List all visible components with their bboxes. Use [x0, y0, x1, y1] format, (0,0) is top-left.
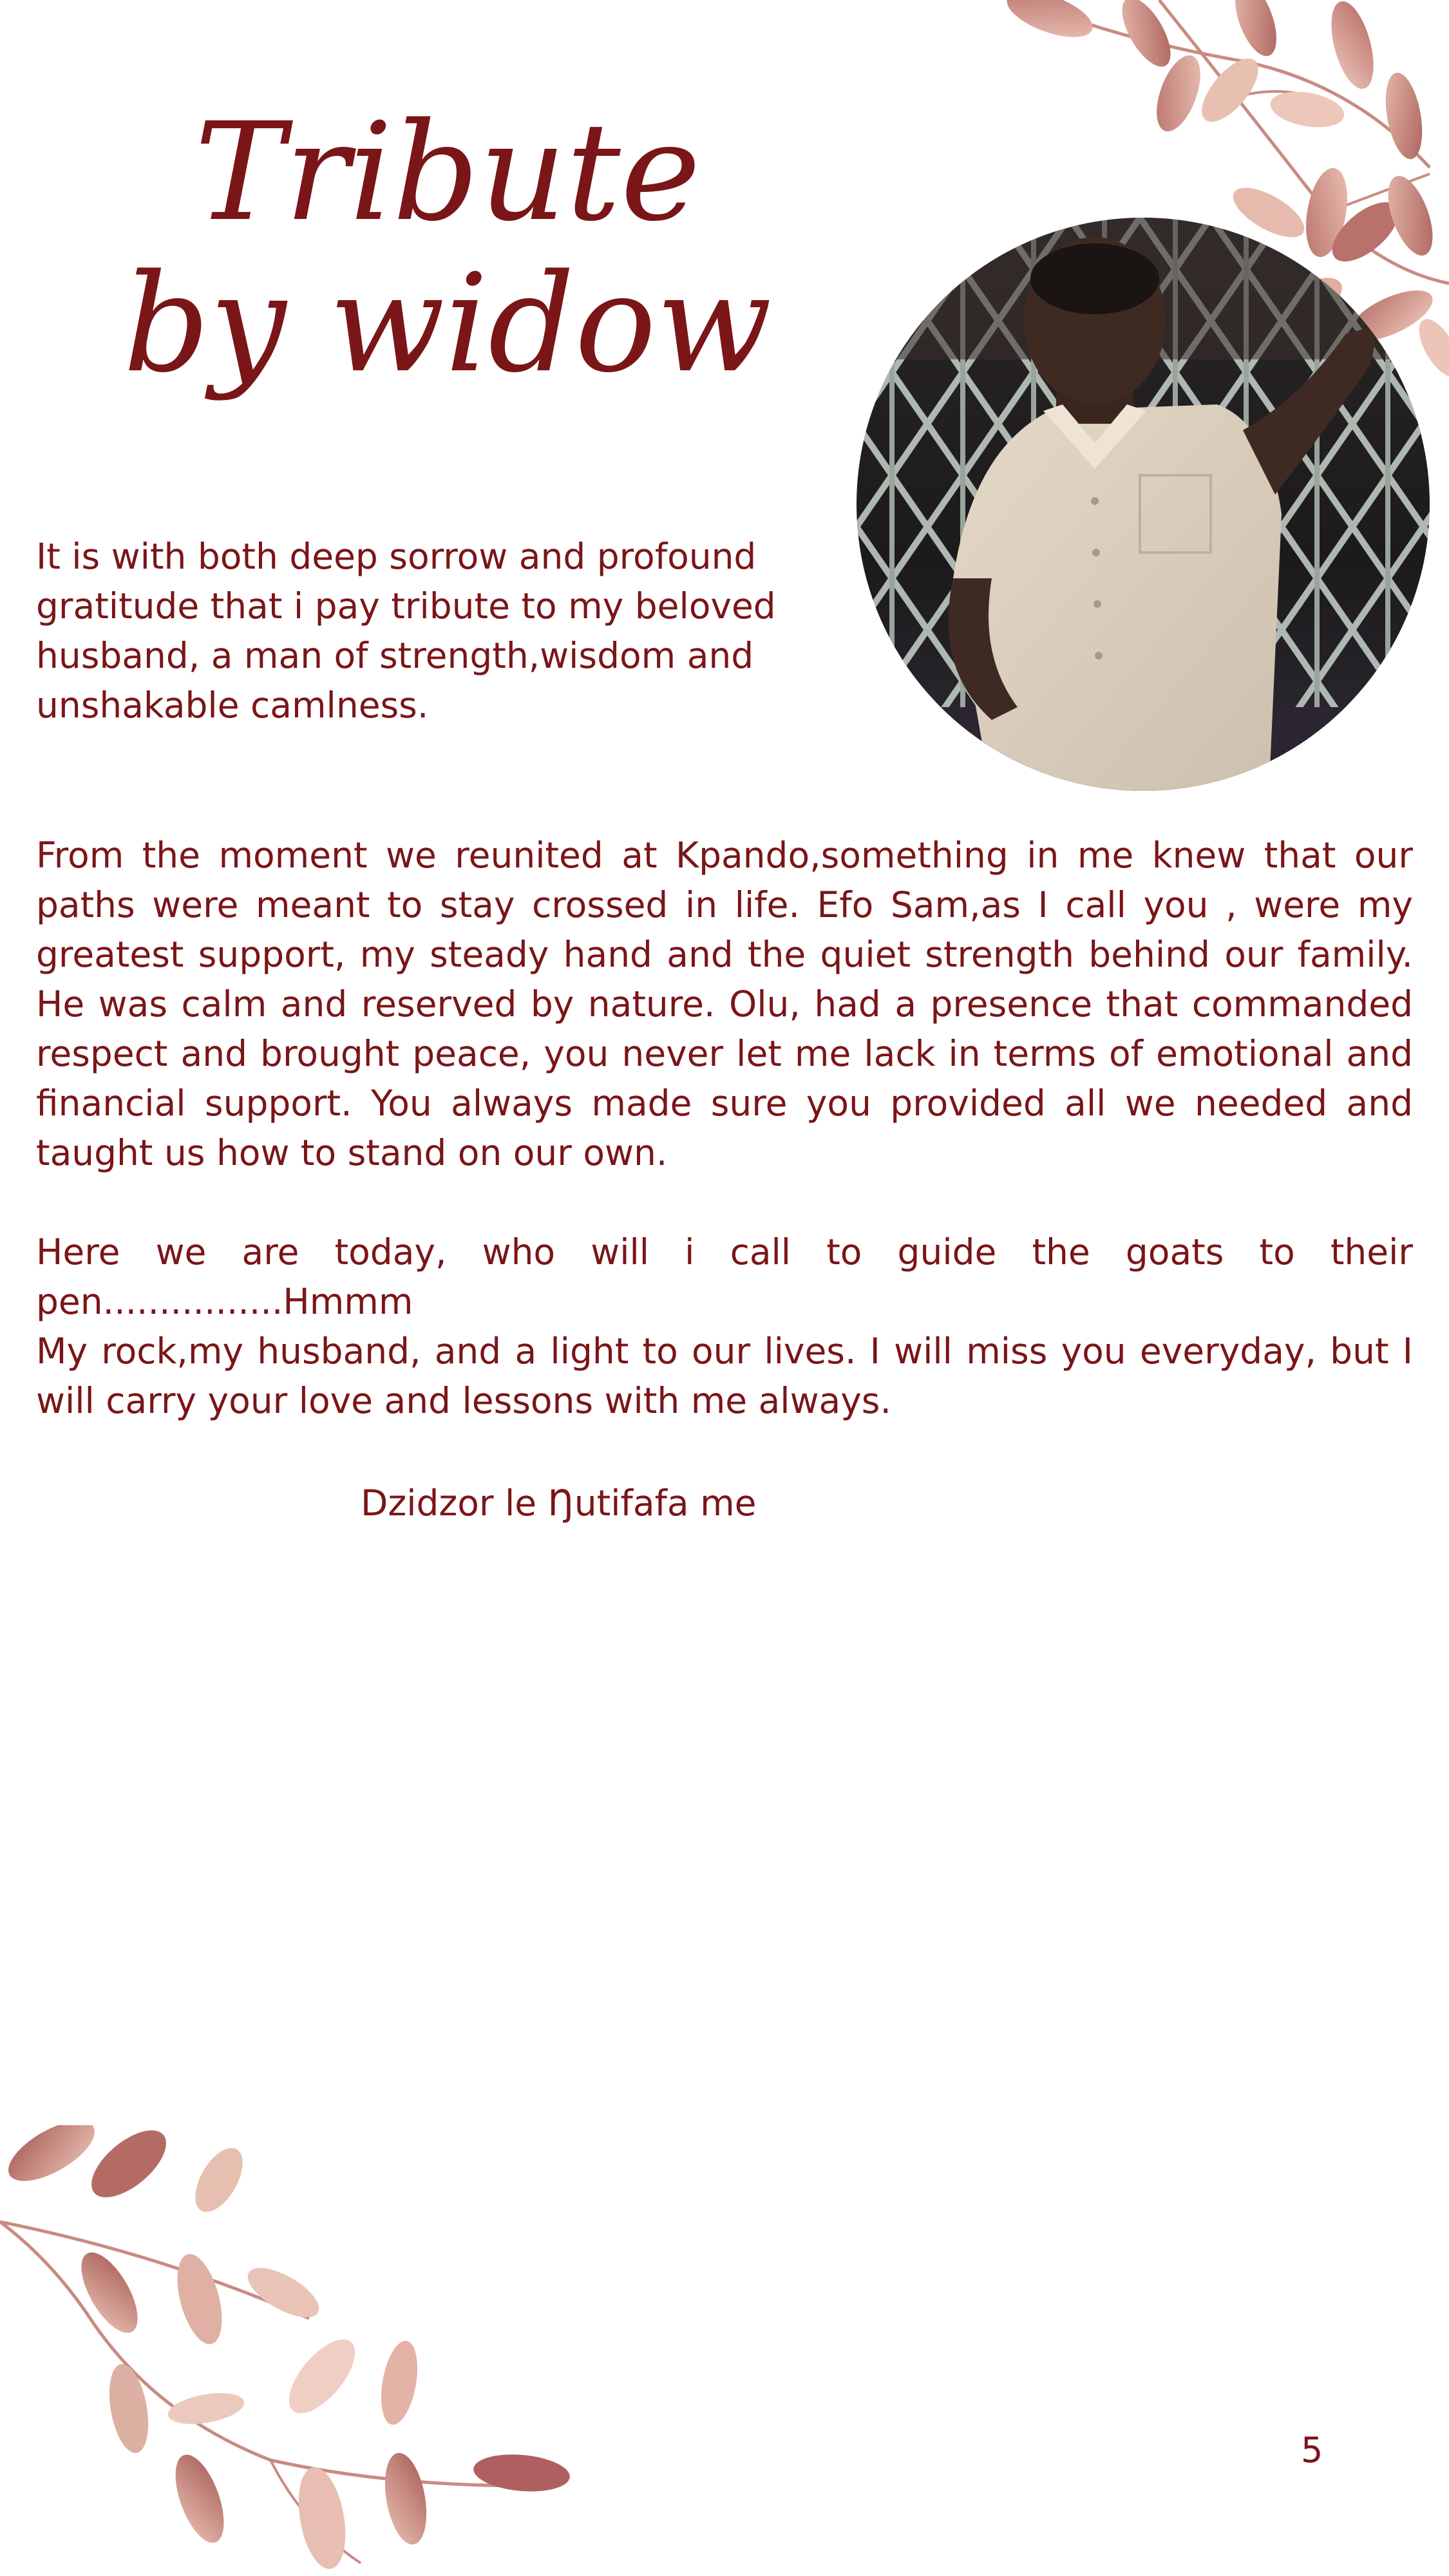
leaf-icon — [0, 2125, 104, 2193]
leaf-icon — [277, 2329, 366, 2424]
leaf-icon — [375, 2338, 423, 2427]
leaf-icon — [1323, 0, 1381, 93]
paragraph-line: My rock,my husband, and a light to our lives. I will miss you everyday, but I will carry your love and lessons with me always. — [36, 1331, 1413, 1421]
leaf-icon — [240, 2258, 326, 2327]
page-number: 5 — [1301, 2430, 1323, 2470]
signoff-text: Dzidzor le Ŋutifafa me — [361, 1482, 757, 1524]
intro-paragraph: It is with both deep sorrow and profound gratitude that i pay tribute to my beloved husband, a man of strength,wisdom and unshakable camlness. — [36, 536, 776, 726]
leaf-icon — [1192, 50, 1269, 131]
leaf-icon — [70, 2244, 149, 2341]
leaf-icon — [1380, 70, 1428, 162]
leaf-icon — [103, 2361, 154, 2456]
tribute-paragraph-2 — [36, 1227, 1413, 1426]
leaf-icon — [169, 2249, 230, 2349]
tribute-paragraph-1: From the moment we reunited at Kpando,something in me knew that our paths were meant to stay crossed in life. Efo Sam,as I call you , were my greatest support, my steady hand and the quiet strength behind our family. He was calm and reserved by nature. Olu, had a presence that commanded respect and brought peace, you never let me lack in terms of emotional and financial support. You always made sure you provided all we needed and taught us how to stand on our own. — [36, 835, 1413, 1173]
leaf-icon — [1001, 0, 1099, 46]
leaf-icon — [1227, 0, 1285, 61]
leaf-icon — [472, 2451, 571, 2496]
portrait-photo — [857, 218, 1430, 791]
page-title: Tribute by widow — [123, 93, 772, 402]
leaf-icon — [166, 2448, 234, 2549]
paragraph-line: Here we are today, who will i call to guide the goats to their pen................Hmmm — [36, 1231, 1413, 1322]
leaf-icon — [80, 2125, 178, 2210]
decorative-leaves-bottom-left — [0, 2125, 580, 2576]
leaf-icon — [379, 2450, 433, 2548]
leaf-icon — [292, 2463, 353, 2572]
leaves-bottom — [0, 2125, 571, 2573]
leaf-icon — [166, 2388, 247, 2429]
leaf-icon — [185, 2140, 252, 2219]
